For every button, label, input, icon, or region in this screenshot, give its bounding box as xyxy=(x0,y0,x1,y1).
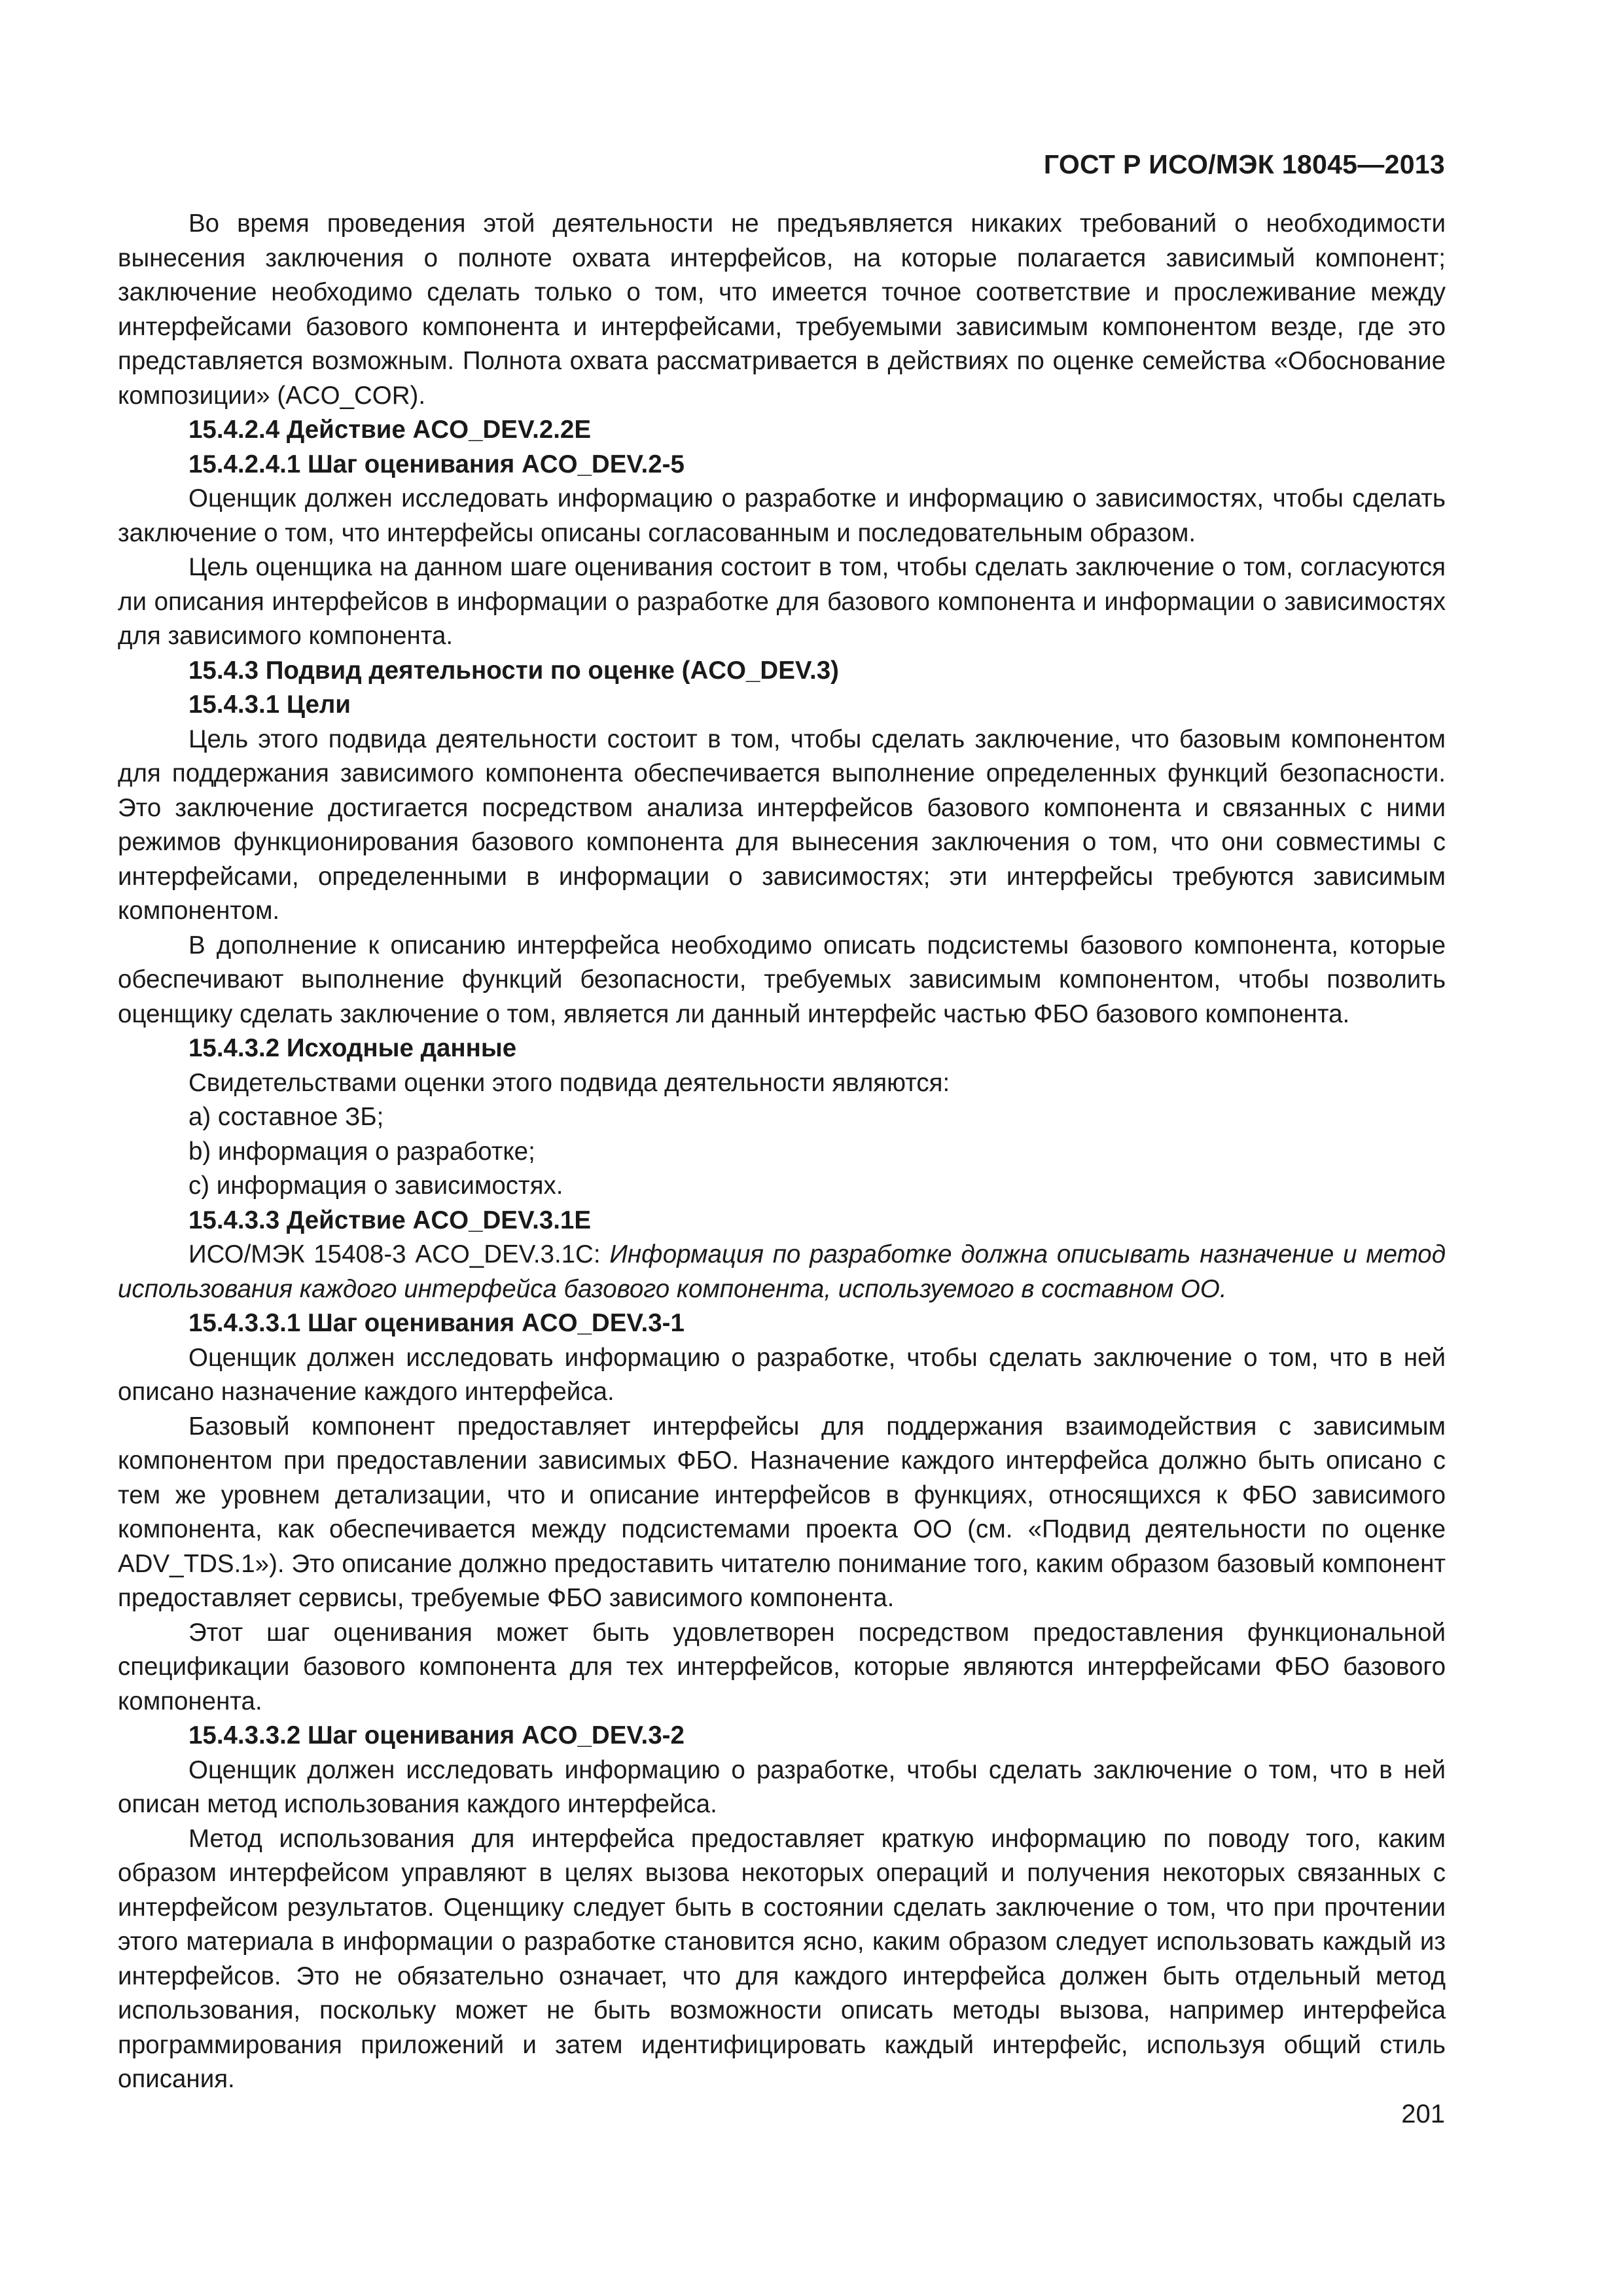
paragraph: Метод использования для интерфейса предоставляет краткую информацию по поводу того, каким образом интерфейсом управляют в целях вызова некоторых операций и получения некоторых связанных с интерфейсом результатов. Оценщику следует быть в состоянии сделать заключение о том, что при прочтении этого материала в информации о разработке становится ясно, каким образом следует использовать каждый из интерфейсов. Это не обязательно означает, что для каждого интерфейса должен быть отдельный метод использования, поскольку может не быть возможности описать методы вызова, например интерфейса программирования приложений и затем идентифицировать каждый интерфейс, используя общий стиль описания. xyxy=(118,1824,1446,2093)
paragraph: Базовый компонент предоставляет интерфейсы для поддержания взаимодействия с зависимым компонентом при предоставлении зависимых ФБО. Назначение каждого интерфейса должно быть описано с тем же уровнем детализации, что и описание интерфейсов в функциях, относящихся к ФБО зависимого компонента, как обеспечивается между подсистемами проекта ОО (см. «Подвид деятельности по оценке ADV_TDS.1»). Это описание должно предоставить читателю понимание того, каким образом базовый компонент предоставляет сервисы, требуемые ФБО зависимого компонента. xyxy=(118,1412,1446,1612)
standard-header: ГОСТ Р ИСО/МЭК 18045—2013 xyxy=(1043,149,1445,179)
requirement-paragraph xyxy=(118,1238,1446,1306)
section-heading: 15.4.3.2 Исходные данные xyxy=(188,1034,517,1062)
requirement-text: Информация по разработке должна описывать назначение и метод использования каждого интерфейса базового компонента, используемого в составном ОО. xyxy=(118,1240,1446,1303)
section-heading: 15.4.3.1 Цели xyxy=(188,691,351,719)
list-item: b) информация о разработке; xyxy=(188,1137,535,1166)
paragraph: Свидетельствами оценки этого подвида деятельности являются: xyxy=(188,1068,950,1097)
paragraph: Этот шаг оценивания может быть удовлетворен посредством предоставления функциональной спецификации базового компонента для тех интерфейсов, которые являются интерфейсами ФБО базового компонента. xyxy=(118,1618,1446,1715)
paragraph: Цель этого подвида деятельности состоит в том, чтобы сделать заключение, что базовым компонентом для поддержания зависимого компонента обеспечивается выполнение определенных функций безопасности. Это заключение достигается посредством анализа интерфейсов базового компонента и связанных с ними режимов функционирования базового компонента для вынесения заключения о том, что они совместимы с интерфейсами, определенными в информации о зависимостях; эти интерфейсы требуются зависимым компонентом. xyxy=(118,725,1446,925)
requirement-reference: ИСО/МЭК 15408-3 ACO_DEV.3.1C: xyxy=(188,1240,601,1268)
paragraph: Цель оценщика на данном шаге оценивания состоит в том, чтобы сделать заключение о том, согласуются ли описания интерфейсов в информации о разработке для базового компонента и информации о зависимостях для зависимого компонента. xyxy=(118,553,1446,650)
document-body xyxy=(118,207,1446,2097)
section-heading: 15.4.3.3.1 Шаг оценивания ACO_DEV.3-1 xyxy=(188,1309,685,1337)
section-heading: 15.4.3.3 Действие ACO_DEV.3.1E xyxy=(188,1206,592,1234)
page-number: 201 xyxy=(1401,2100,1445,2128)
list-item: a) составное ЗБ; xyxy=(188,1103,384,1131)
section-heading: 15.4.3 Подвид деятельности по оценке (ACO_DEV.3) xyxy=(188,656,839,685)
paragraph: В дополнение к описанию интерфейса необходимо описать подсистемы базового компонента, которые обеспечивают выполнение функций безопасности, требуемых зависимым компонентом, чтобы позволить оценщику сделать заключение о том, является ли данный интерфейс частью ФБО базового компонента. xyxy=(118,931,1446,1028)
paragraph: Оценщик должен исследовать информацию о разработке, чтобы сделать заключение о том, что в ней описан метод использования каждого интерфейса. xyxy=(118,1755,1446,1818)
paragraph: Во время проведения этой деятельности не предъявляется никаких требований о необходимости вынесения заключения о полноте охвата интерфейсов, на которые полагается зависимый компонент; заключение необходимо сделать только о том, что имеется точное соответствие и прослеживание между интерфейсами базового компонента и интерфейсами, требуемыми зависимым компонентом везде, где это представляется возможным. Полнота охвата рассматривается в действиях по оценке семейства «Обоснование композиции» (ACO_COR). xyxy=(118,209,1446,410)
paragraph: Оценщик должен исследовать информацию о разработке, чтобы сделать заключение о том, что в ней описано назначение каждого интерфейса. xyxy=(118,1343,1446,1406)
list-item: c) информация о зависимостях. xyxy=(188,1172,563,1200)
paragraph: Оценщик должен исследовать информацию о разработке и информацию о зависимостях, чтобы сделать заключение о том, что интерфейсы описаны согласованным и последовательным образом. xyxy=(118,484,1446,547)
section-heading: 15.4.2.4 Действие ACO_DEV.2.2E xyxy=(188,416,592,444)
section-heading: 15.4.3.3.2 Шаг оценивания ACO_DEV.3-2 xyxy=(188,1721,685,1749)
section-heading: 15.4.2.4.1 Шаг оценивания ACO_DEV.2-5 xyxy=(188,450,685,478)
